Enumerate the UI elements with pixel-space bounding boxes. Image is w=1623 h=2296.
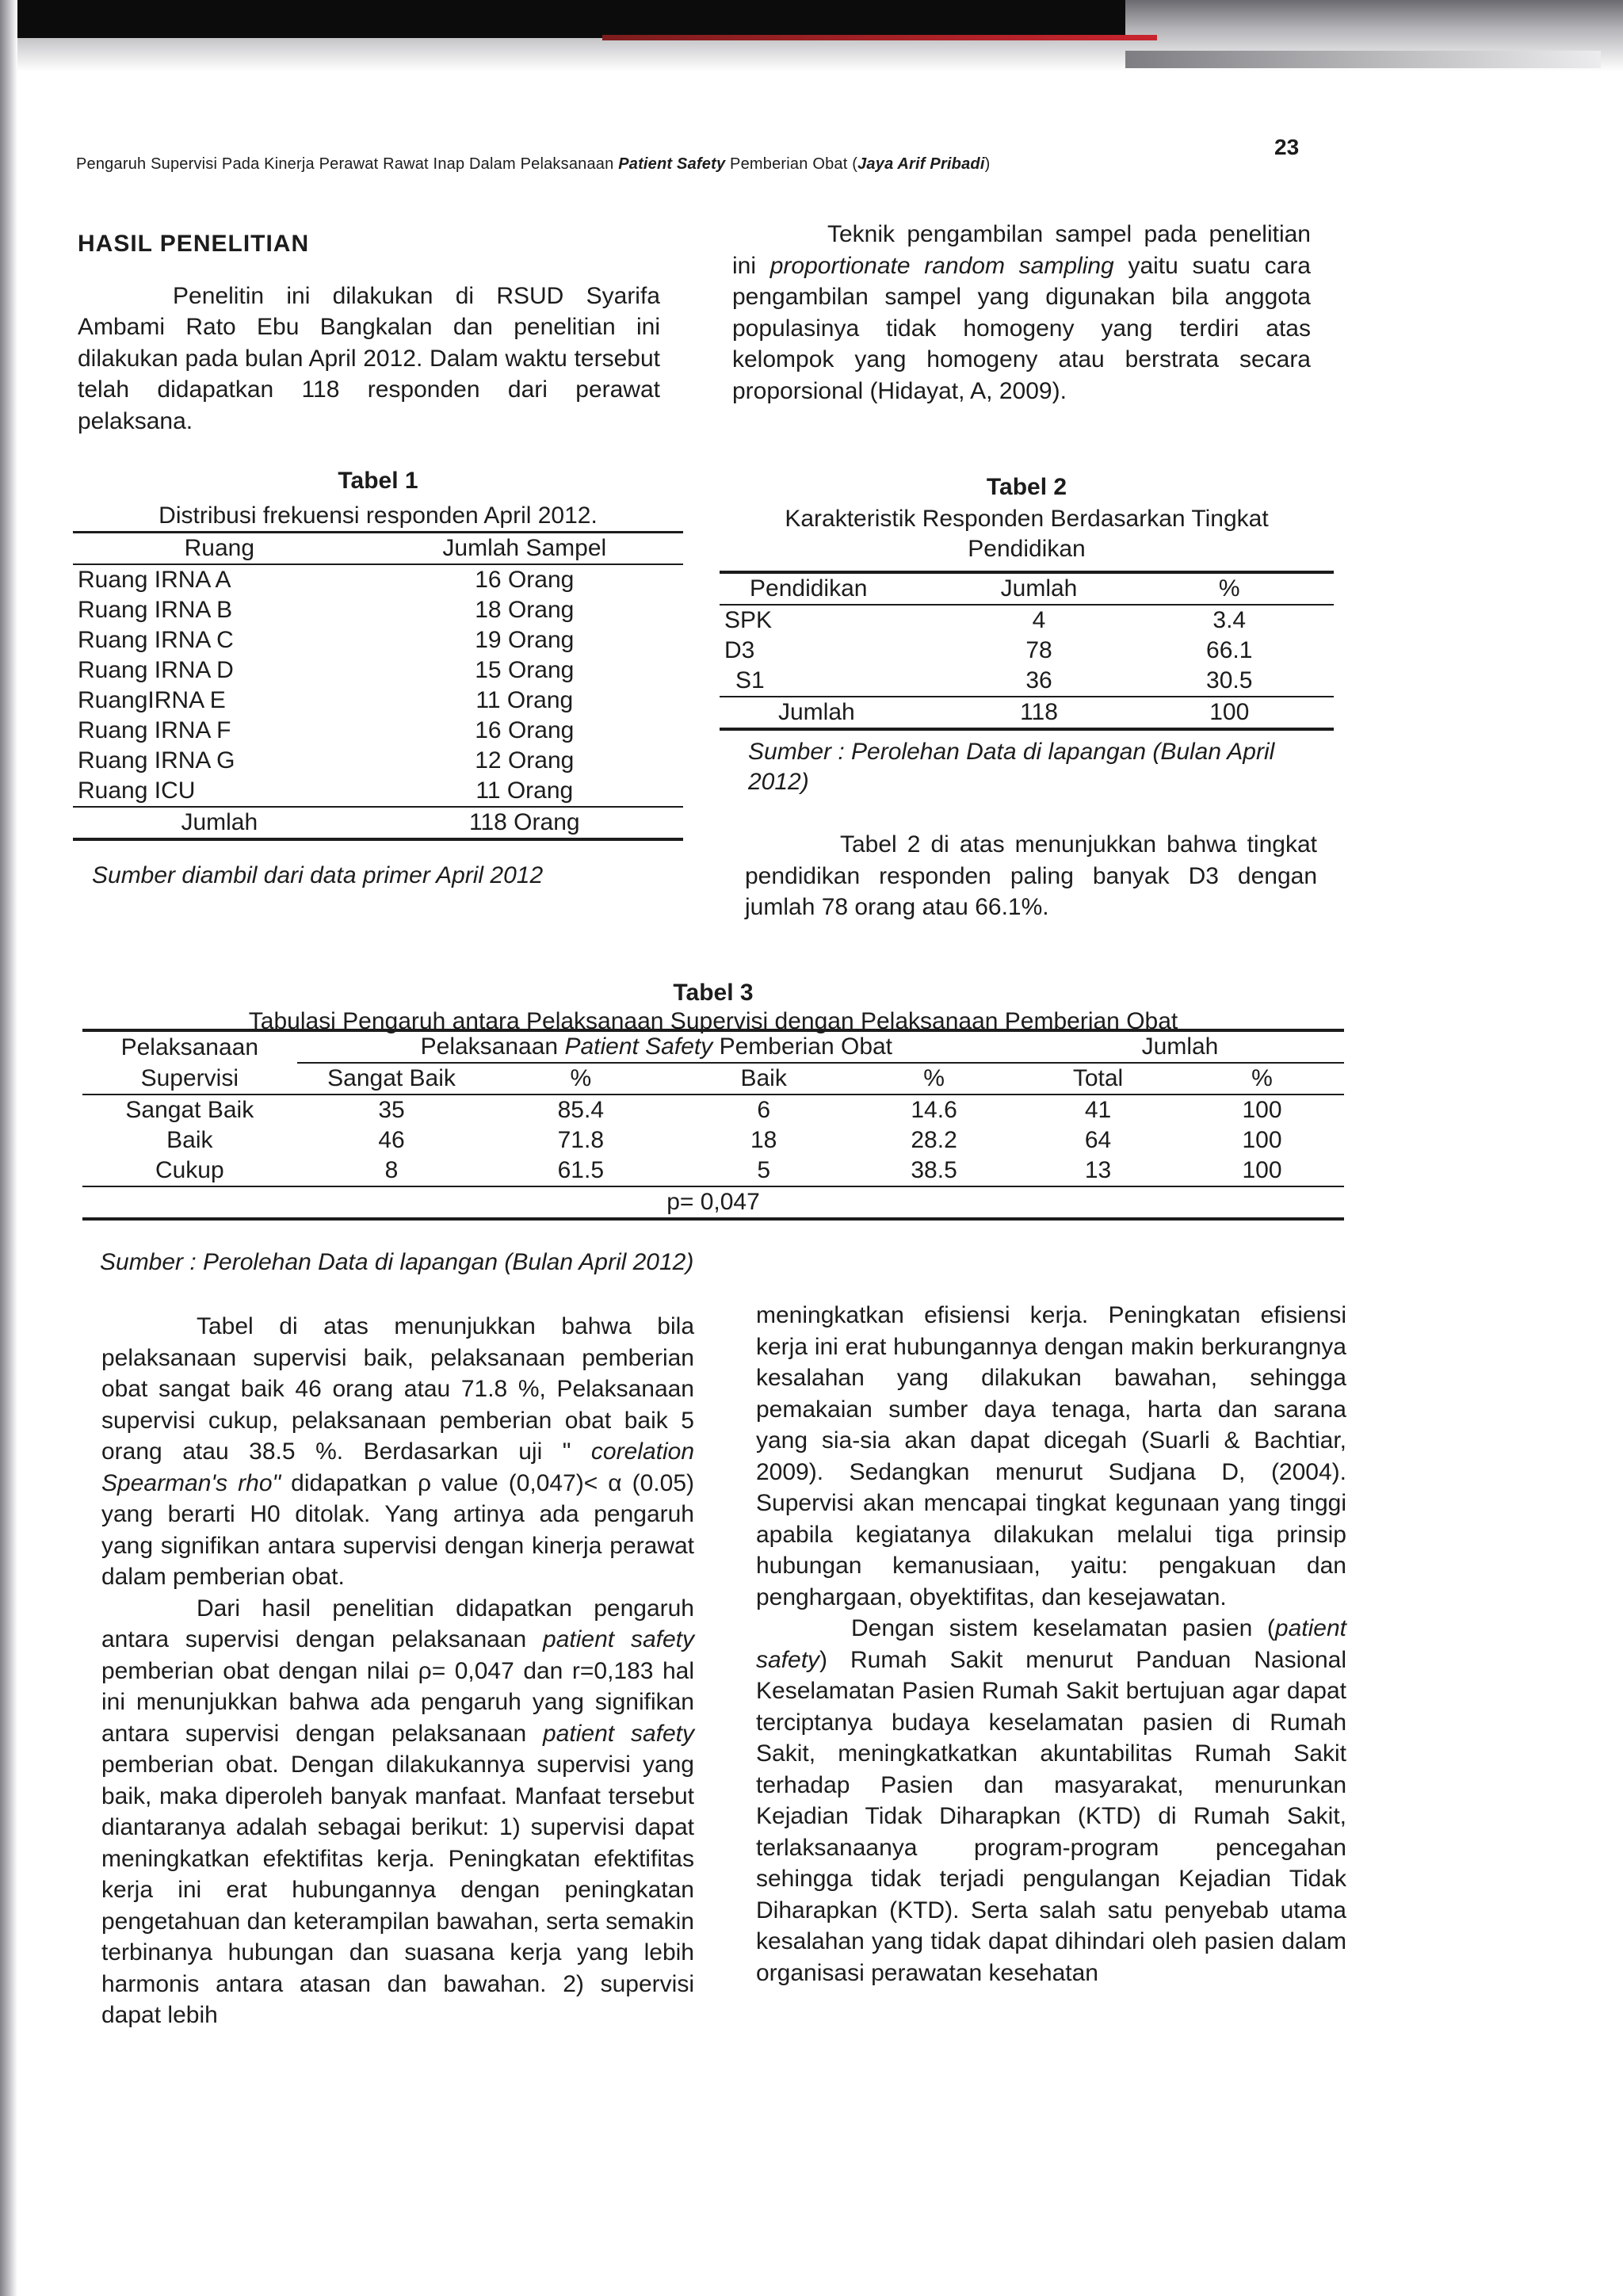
table2-cell: 66.1 — [1206, 637, 1253, 663]
table1-total-value: 118 Orang — [366, 807, 683, 839]
table3-source: Sumber : Perolehan Data di lapangan (Bulan April 2012) — [100, 1249, 694, 1275]
discussion-1-text-a: Tabel di atas menunjukkan bahwa bila pelaksanaan supervisi baik, pelaksanaan pemberian obat sangat baik 46 orang atau 71.8 %, Pelaksanaan supervisi cukup, pelaksanaan pemberian obat baik 5 orang atau 38.5 %. Berdasarkan uji " — [101, 1313, 694, 1465]
table-row — [73, 625, 683, 655]
table3-cell: 64 — [1084, 1127, 1112, 1153]
table-row — [720, 636, 1334, 666]
discussion-2-italic-1: patient safety — [543, 1626, 694, 1652]
table3-group-header — [297, 1030, 1016, 1063]
table3-header-pelaksanaan: Pelaksanaan — [82, 1030, 297, 1063]
table-row — [73, 746, 683, 776]
discussion-2-italic-2: patient safety — [543, 1720, 694, 1747]
table3-cell: 85.4 — [557, 1097, 605, 1123]
table3-cell: Sangat Baik — [125, 1097, 254, 1123]
table2-cell: 30.5 — [1206, 667, 1253, 693]
table3-cell: 5 — [757, 1157, 770, 1183]
table3-header-row — [82, 1030, 1344, 1063]
table1-cell: 11 Orang — [475, 687, 574, 713]
patient-safety-text-a: Dengan sistem keselamatan pasien ( — [851, 1615, 1275, 1641]
table3-cell: 61.5 — [557, 1157, 605, 1183]
table2-total-jumlah: 118 — [953, 697, 1125, 729]
table1-cell: 15 Orang — [475, 657, 575, 683]
right-bottom-column — [756, 1300, 1346, 1988]
table2-cell: 78 — [1025, 637, 1052, 663]
table3-subheader: % — [486, 1063, 675, 1095]
running-head-author: Jaya Arif Pribadi — [857, 155, 985, 173]
table3-title: Tabel 3 — [673, 980, 754, 1006]
table3-cell: 71.8 — [557, 1127, 605, 1153]
sampling-paragraph — [732, 219, 1311, 407]
scan-top-bar — [0, 0, 1125, 38]
table3-pvalue-row — [82, 1186, 1344, 1219]
table1-header-ruang: Ruang — [73, 533, 366, 565]
table1-cell: 16 Orang — [475, 717, 575, 743]
table2-cell: 36 — [1025, 667, 1052, 693]
table2 — [720, 571, 1334, 731]
table1-cell: Ruang IRNA B — [78, 597, 233, 623]
table1-header-row — [73, 533, 683, 565]
running-head-mid: Pemberian Obat ( — [725, 155, 858, 173]
table3-jumlah-header: Jumlah — [1016, 1030, 1344, 1063]
discussion-paragraph-2 — [101, 1593, 694, 2031]
table3 — [82, 1029, 1344, 1221]
scan-left-shadow — [0, 0, 17, 2296]
table1-total-label: Jumlah — [73, 807, 366, 839]
table2-title: Tabel 2 — [986, 474, 1067, 500]
table1-cell: Ruang IRNA F — [78, 717, 231, 743]
table-row — [73, 686, 683, 716]
table3-group-italic: Patient Safety — [564, 1033, 713, 1060]
table3-cell: 38.5 — [911, 1157, 957, 1183]
table1-cell: 18 Orang — [475, 597, 575, 623]
table1-cell: 16 Orang — [475, 567, 575, 593]
table1-caption: Distribusi frekuensi responden April 2012. — [158, 502, 598, 529]
table3-cell: Cukup — [155, 1157, 224, 1183]
table1-cell: Ruang IRNA C — [78, 627, 234, 653]
table1-cell: RuangIRNA E — [78, 687, 226, 713]
table2-caption-line2: Pendidikan — [968, 536, 1086, 562]
table1-header-jumlah: Jumlah Sampel — [366, 533, 683, 565]
table2-cell: 4 — [1032, 607, 1046, 633]
table2-header-pendidikan: Pendidikan — [720, 572, 953, 605]
table1-title: Tabel 1 — [338, 468, 418, 494]
table2-caption — [720, 504, 1334, 564]
table3-group-text-a: Pelaksanaan — [420, 1033, 565, 1060]
table3-header-supervisi: Supervisi — [82, 1063, 297, 1095]
patient-safety-italic: patient safety — [756, 1615, 1346, 1673]
running-head-text: Pengaruh Supervisi Pada Kinerja Perawat Rawat Inap Dalam Pelaksanaan — [76, 155, 619, 173]
discussion-2-text-a: Dari hasil penelitian didapatkan pengaruh antara supervisi dengan pelaksanaan — [101, 1595, 694, 1652]
scan-top-edge — [1125, 51, 1601, 68]
table2-header-percent: % — [1125, 572, 1335, 605]
table2-cell: D3 — [724, 637, 755, 663]
table1-cell: Ruang ICU — [78, 777, 196, 804]
table-row — [720, 605, 1334, 636]
table2-cell: S1 — [735, 667, 765, 693]
discussion-2-text-b: pemberian obat dengan nilai ρ= 0,047 dan r=0,183 hal ini menunjukkan bahwa ada pengaruh yang signifikan antara supervisi dengan pelaksanaan — [101, 1657, 694, 1747]
discussion-2-text-c: pemberian obat. Dengan dilakukannya supervisi yang baik, maka diperoleh banyak manfaat. Manfaat tersebut diantaranya adalah sebagai berikut: 1) supervisi dapat meningkatkan efektifitas kerja. Peningkatan efektifitas kerja ini erat hubungannya dengan peningkatan pengetahuan dan keterampilan bawahan, serta semakin terbinanya hubungan dan suasana kerja yang lebih harmonis antara atasan dan bawahan. 2) supervisi dapat lebih — [101, 1752, 694, 2028]
discussion-1-italic: corelation Spearman's rho" — [101, 1438, 694, 1496]
table-row — [73, 564, 683, 595]
table2-total-row — [720, 697, 1334, 729]
running-head-end: ) — [984, 155, 991, 173]
table3-subheader-row — [82, 1063, 1344, 1095]
table3-subheader: % — [852, 1063, 1016, 1095]
table1-cell: Ruang IRNA D — [78, 657, 234, 683]
table3-cell: 41 — [1084, 1097, 1112, 1123]
table2-caption-line1: Karakteristik Responden Berdasarkan Tingkat — [785, 506, 1269, 532]
intro-paragraph: Penelitin ini dilakukan di RSUD Syarifa Ambami Rato Ebu Bangkalan dan penelitian ini dilakukan pada bulan April 2012. Dalam waktu tersebut telah didapatkan 118 responden dari perawat pelaksana. — [78, 282, 660, 434]
table3-cell: 13 — [1084, 1157, 1112, 1183]
table2-header-row — [720, 572, 1334, 605]
table1 — [73, 531, 683, 841]
table2-cell: 3.4 — [1212, 607, 1247, 633]
table2-header-jumlah: Jumlah — [953, 572, 1125, 605]
table3-group-text-b: Pemberian Obat — [712, 1033, 893, 1060]
table-row — [73, 655, 683, 686]
table3-cell: 28.2 — [911, 1127, 957, 1153]
patient-safety-text-b: ) Rumah Sakit menurut Panduan Nasional Keselamatan Pasien Rumah Sakit bertujuan agar dapat terciptanya budaya keselamatan pasien di Rumah Sakit, meningkatkatkan akuntabilitas Rumah Sakit terhadap Pasien dan masyarakat, menurunkan Kejadian Tidak Diharapkan (KTD) di Rumah Sakit, terlaksanaanya program-program pencegahan sehingga tidak terjadi pengulangan Kejadian Tidak Diharapkan (KTD). Serta salah satu penyebab utama kesalahan yang tidak dapat dihindari oleh pasien dalam organisasi perawatan kesehatan — [756, 1646, 1346, 1986]
table3-cell: 100 — [1242, 1127, 1282, 1153]
table-row — [73, 776, 683, 807]
table1-cell: Ruang IRNA A — [78, 567, 231, 593]
page-number: 23 — [1274, 135, 1300, 159]
table-row — [73, 716, 683, 746]
discussion-1-text-b: didapatkan ρ value (0,047)< α (0.05) yang berarti H0 ditolak. Yang artinya ada pengaruh yang signifikan antara supervisi dengan kinerja perawat dalam pemberian obat. — [101, 1469, 695, 1590]
table2-cell: SPK — [724, 607, 773, 633]
table1-source: Sumber diambil dari data primer April 2012 — [92, 862, 544, 888]
sampling-text-a: Teknik pengambilan sampel pada penelitian ini — [732, 221, 1311, 279]
table3-caption: Tabulasi Pengaruh antara Pelaksanaan Supervisi dengan Pelaksanaan Pemberian Obat — [248, 1008, 1178, 1034]
table2-total-label: Jumlah — [720, 697, 953, 729]
table-row — [720, 666, 1334, 697]
efficiency-paragraph: meningkatkan efisiensi kerja. Peningkatan efisiensi kerja ini erat hubungannya dengan makin berkurangnya kesalahan yang dilakukan bawahan, sehingga pemakaian sumber daya tenaga, harta dan sarana yang sia-sia akan dapat dicegah (Suarli & Bachtiar, 2009). Sedangkan menurut Sudjana D, (2004). Supervisi akan mencapai tingkat kegunaan yang tinggi apabila kegiatanya dilakukan melalui tiga prinsip hubungan kemanusiaan, yaitu: pengakuan dan penghargaan, obyektifitas, dan kesejawatan. — [756, 1302, 1346, 1610]
table3-cell: Baik — [166, 1127, 213, 1153]
table3-cell: 100 — [1242, 1157, 1282, 1183]
table1-cell: 19 Orang — [475, 627, 575, 653]
table1-cell: 12 Orang — [475, 747, 575, 774]
table3-cell: 6 — [757, 1097, 770, 1123]
table3-cell: 46 — [378, 1127, 405, 1153]
table-row — [82, 1156, 1344, 1186]
sampling-text-b: yaitu suatu cara pengambilan sampel yang digunakan bila anggota populasinya tidak homogeny yang terdiri atas kelompok yang homogeny atau berstrata secara proporsional (Hidayat, A, 2009). — [732, 252, 1311, 404]
patient-safety-paragraph — [756, 1613, 1346, 1988]
section-heading: HASIL PENELITIAN — [78, 231, 310, 257]
table-row — [82, 1125, 1344, 1156]
table1-cell: 11 Orang — [475, 777, 574, 804]
scan-top-bar-accent — [602, 35, 1157, 40]
running-head-italic: Patient Safety — [618, 155, 726, 173]
table3-cell: 100 — [1242, 1097, 1282, 1123]
discussion-paragraph-1 — [101, 1311, 694, 1593]
table1-total-row — [73, 807, 683, 839]
running-head — [76, 155, 1186, 174]
table2-note: Tabel 2 di atas menunjukkan bahwa tingkat pendidikan responden paling banyak D3 dengan jumlah 78 orang atau 66.1%. — [745, 831, 1317, 920]
right-top-column — [732, 219, 1311, 407]
table3-cell: 14.6 — [911, 1097, 957, 1123]
table3-subheader: % — [1180, 1063, 1344, 1095]
table3-pvalue: p= 0,047 — [82, 1186, 1344, 1219]
sampling-italic: proportionate random sampling — [769, 252, 1114, 279]
table3-cell: 35 — [378, 1097, 405, 1123]
table3-cell: 8 — [384, 1157, 399, 1183]
table3-subheader: Baik — [675, 1063, 852, 1095]
table-row — [82, 1095, 1344, 1125]
table2-total-percent: 100 — [1125, 697, 1335, 729]
table1-cell: Ruang IRNA G — [78, 747, 235, 774]
table2-note-column — [745, 829, 1317, 923]
left-top-column — [78, 228, 660, 437]
table2-source: Sumber : Perolehan Data di lapangan (Bulan April 2012) — [748, 739, 1275, 795]
left-bottom-column — [101, 1311, 694, 2031]
table3-subheader: Sangat Baik — [297, 1063, 487, 1095]
table-row — [73, 595, 683, 625]
table3-cell: 18 — [750, 1127, 777, 1153]
table3-subheader: Total — [1016, 1063, 1180, 1095]
